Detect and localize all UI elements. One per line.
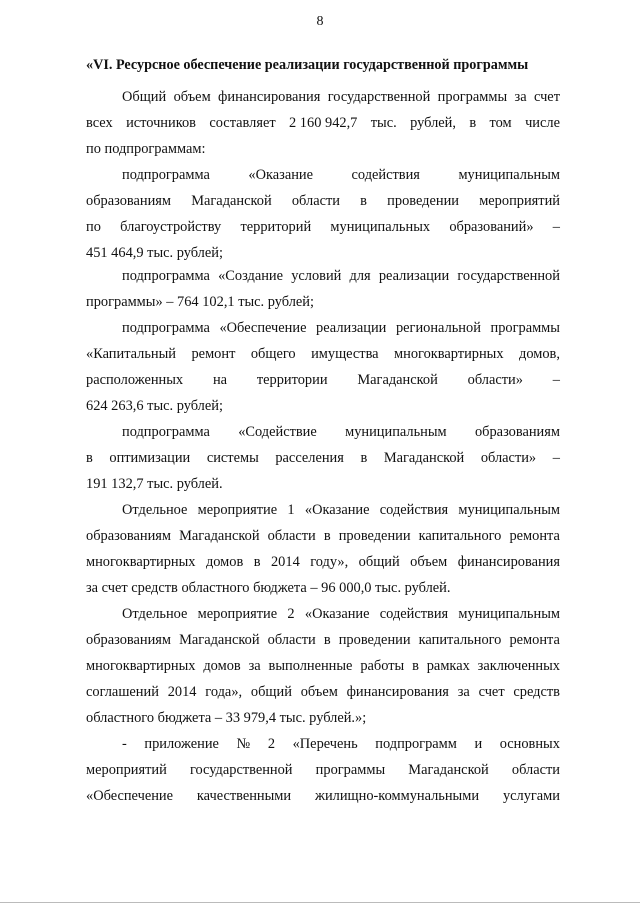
word: содействия bbox=[379, 502, 449, 518]
word: средств bbox=[513, 684, 560, 700]
word: 1 bbox=[287, 502, 295, 518]
word: программы» – 764 102,1 тыс. рублей; bbox=[86, 294, 314, 310]
word: области bbox=[511, 762, 560, 778]
word: услугами bbox=[502, 788, 560, 804]
page-bottom-edge bbox=[0, 902, 640, 903]
word: благоустройству bbox=[120, 219, 222, 235]
word: мероприятий bbox=[479, 193, 560, 209]
word: Магаданской bbox=[179, 632, 260, 648]
word: 2 bbox=[287, 606, 295, 622]
word: Магаданской bbox=[191, 193, 272, 209]
word: в bbox=[323, 528, 331, 544]
word: качественными bbox=[196, 788, 292, 804]
word: оптимизации bbox=[109, 450, 191, 466]
word: мероприятие bbox=[197, 606, 278, 622]
word: – bbox=[552, 372, 560, 388]
section-heading: «VI. Ресурсное обеспечение реализации государственной программы bbox=[86, 57, 529, 73]
text-line bbox=[122, 734, 560, 754]
text-line bbox=[86, 708, 366, 728]
text-line bbox=[122, 604, 560, 624]
word: в bbox=[253, 554, 261, 570]
text-line bbox=[122, 87, 560, 107]
word: муниципальным bbox=[458, 167, 560, 183]
word: подпрограмм bbox=[375, 736, 457, 752]
text-line bbox=[86, 344, 560, 364]
page-number: 8 bbox=[316, 14, 324, 29]
word: образованиям bbox=[474, 424, 560, 440]
word: области bbox=[291, 193, 340, 209]
word: «Оказание bbox=[248, 167, 314, 183]
word: общий bbox=[250, 684, 292, 700]
word: финансирования bbox=[457, 554, 560, 570]
text-line bbox=[86, 243, 223, 263]
word: «Обеспечение bbox=[86, 788, 173, 804]
word: образованиям bbox=[86, 193, 172, 209]
word: многоквартирных bbox=[86, 554, 196, 570]
word: образований» bbox=[449, 219, 534, 235]
word: счет bbox=[533, 89, 560, 105]
word: по подпрограммам: bbox=[86, 141, 206, 157]
word: – bbox=[552, 450, 560, 466]
word: за bbox=[514, 89, 527, 105]
word: Общий bbox=[122, 89, 167, 105]
word: основных bbox=[499, 736, 560, 752]
word: финансирования bbox=[346, 684, 449, 700]
word: имущества bbox=[311, 346, 379, 362]
word: Магаданской bbox=[408, 762, 489, 778]
word: объем bbox=[300, 684, 338, 700]
word: расселения bbox=[275, 450, 344, 466]
word: всех bbox=[86, 115, 113, 131]
word: в bbox=[412, 658, 419, 674]
word: подпрограмма bbox=[122, 320, 210, 336]
word: в bbox=[360, 450, 368, 466]
word: году», bbox=[310, 554, 349, 570]
text-line bbox=[86, 292, 314, 312]
word: государственной bbox=[189, 762, 293, 778]
word: многоквартирных bbox=[394, 346, 504, 362]
word: 2 bbox=[267, 736, 276, 752]
word: тыс. bbox=[370, 115, 397, 131]
word: 451 464,9 тыс. рублей; bbox=[86, 245, 223, 261]
text-line bbox=[86, 370, 560, 390]
word: ремонт bbox=[191, 346, 236, 362]
text-line bbox=[122, 318, 560, 338]
word: финансирования bbox=[218, 89, 321, 105]
text-line bbox=[86, 217, 560, 237]
text-line bbox=[122, 266, 560, 286]
word: программы bbox=[315, 762, 386, 778]
word: мероприятий bbox=[86, 762, 167, 778]
word: в bbox=[323, 632, 331, 648]
word: соглашений bbox=[86, 684, 159, 700]
word: по bbox=[86, 219, 101, 235]
word: в bbox=[360, 193, 367, 209]
word: «Оказание bbox=[304, 606, 370, 622]
word: домов bbox=[203, 658, 241, 674]
word: ремонта bbox=[509, 632, 560, 648]
word: капитального bbox=[418, 528, 502, 544]
word: ремонта bbox=[509, 528, 560, 544]
word: территорий bbox=[240, 219, 312, 235]
text-line bbox=[86, 526, 560, 546]
word: области bbox=[267, 528, 316, 544]
word: программы bbox=[490, 320, 560, 336]
word: рублей, bbox=[410, 115, 456, 131]
word: содействия bbox=[351, 167, 420, 183]
word: рамках bbox=[426, 658, 470, 674]
word: содействия bbox=[379, 606, 449, 622]
word: муниципальных bbox=[330, 219, 431, 235]
word: за bbox=[457, 684, 470, 700]
word: и bbox=[474, 736, 483, 752]
word: 2014 bbox=[270, 554, 300, 570]
word: муниципальным bbox=[458, 606, 560, 622]
word: числе bbox=[525, 115, 560, 131]
word: выполненные bbox=[268, 658, 353, 674]
text-line bbox=[122, 422, 560, 442]
word: мероприятие bbox=[197, 502, 278, 518]
word: 2014 bbox=[167, 684, 197, 700]
word: домов, bbox=[519, 346, 560, 362]
word: составляет bbox=[209, 115, 276, 131]
word: «Создание bbox=[218, 268, 283, 284]
word: в bbox=[86, 450, 93, 466]
word: – bbox=[552, 219, 560, 235]
word: области» bbox=[467, 372, 523, 388]
word: государственной bbox=[327, 89, 431, 105]
text-line bbox=[86, 474, 223, 494]
word: проведении bbox=[338, 528, 411, 544]
word: областного бюджета – 33 979,4 тыс. рублей.»; bbox=[86, 710, 367, 726]
word: условий bbox=[291, 268, 342, 284]
word: подпрограмма bbox=[122, 167, 210, 183]
word: программы bbox=[437, 89, 508, 105]
word: «Оказание bbox=[304, 502, 370, 518]
word: приложение bbox=[144, 736, 219, 752]
word: государственной bbox=[457, 268, 560, 284]
text-line bbox=[86, 760, 560, 780]
text-line bbox=[86, 786, 560, 806]
word: Магаданской bbox=[383, 450, 465, 466]
word: счет bbox=[478, 684, 505, 700]
text-line bbox=[86, 139, 205, 159]
word: Магаданской bbox=[179, 528, 260, 544]
word: 191 132,7 тыс. рублей. bbox=[86, 476, 223, 492]
word: за счет средств областного бюджета – 96 000,0 тыс. рублей. bbox=[86, 580, 451, 596]
text-line bbox=[86, 191, 560, 211]
word: многоквартирных bbox=[86, 658, 196, 674]
word: для bbox=[349, 268, 371, 284]
word: территории bbox=[256, 372, 328, 388]
word: «Капитальный bbox=[86, 346, 176, 362]
word: общего bbox=[250, 346, 296, 362]
word: домов bbox=[205, 554, 244, 570]
word: системы bbox=[206, 450, 259, 466]
word: за bbox=[248, 658, 261, 674]
word: 2 160 942,7 bbox=[289, 115, 358, 131]
word: том bbox=[489, 115, 512, 131]
word: «Содействие bbox=[238, 424, 317, 440]
word: проведении bbox=[338, 632, 411, 648]
word: муниципальным bbox=[345, 424, 447, 440]
word: общий bbox=[358, 554, 400, 570]
text-line bbox=[86, 448, 560, 468]
text-line bbox=[122, 500, 560, 520]
word: заключенных bbox=[477, 658, 560, 674]
word: объем bbox=[173, 89, 211, 105]
text-line bbox=[122, 165, 560, 185]
word: работы bbox=[360, 658, 405, 674]
word: Отдельное bbox=[122, 502, 188, 518]
word: № bbox=[236, 736, 251, 752]
word: образованиям bbox=[86, 528, 172, 544]
word: «Обеспечение bbox=[219, 320, 307, 336]
word: капитального bbox=[418, 632, 502, 648]
word: жилищно-коммунальными bbox=[315, 788, 480, 804]
word: региональной bbox=[395, 320, 481, 336]
word: на bbox=[212, 372, 228, 388]
word: источников bbox=[126, 115, 196, 131]
word: объем bbox=[410, 554, 448, 570]
text-line bbox=[86, 656, 560, 676]
word: Магаданской bbox=[357, 372, 438, 388]
word: подпрограмма bbox=[122, 424, 210, 440]
text-line bbox=[86, 578, 450, 598]
text-line bbox=[86, 630, 560, 650]
word: Отдельное bbox=[122, 606, 188, 622]
word: образованиям bbox=[86, 632, 172, 648]
word: проведении bbox=[387, 193, 459, 209]
text-line bbox=[86, 396, 223, 416]
word: «Перечень bbox=[292, 736, 358, 752]
word: в bbox=[469, 115, 477, 131]
word: реализации bbox=[378, 268, 450, 284]
text-line bbox=[86, 552, 560, 572]
word: области» bbox=[480, 450, 537, 466]
word: года», bbox=[205, 684, 243, 700]
word: расположенных bbox=[86, 372, 184, 388]
word: 624 263,6 тыс. рублей; bbox=[86, 398, 223, 414]
word: муниципальным bbox=[458, 502, 560, 518]
word: подпрограмма bbox=[122, 268, 210, 284]
word: реализации bbox=[316, 320, 387, 336]
text-line bbox=[86, 682, 560, 702]
word: - bbox=[122, 736, 127, 752]
word: области bbox=[267, 632, 316, 648]
text-line bbox=[86, 113, 560, 133]
